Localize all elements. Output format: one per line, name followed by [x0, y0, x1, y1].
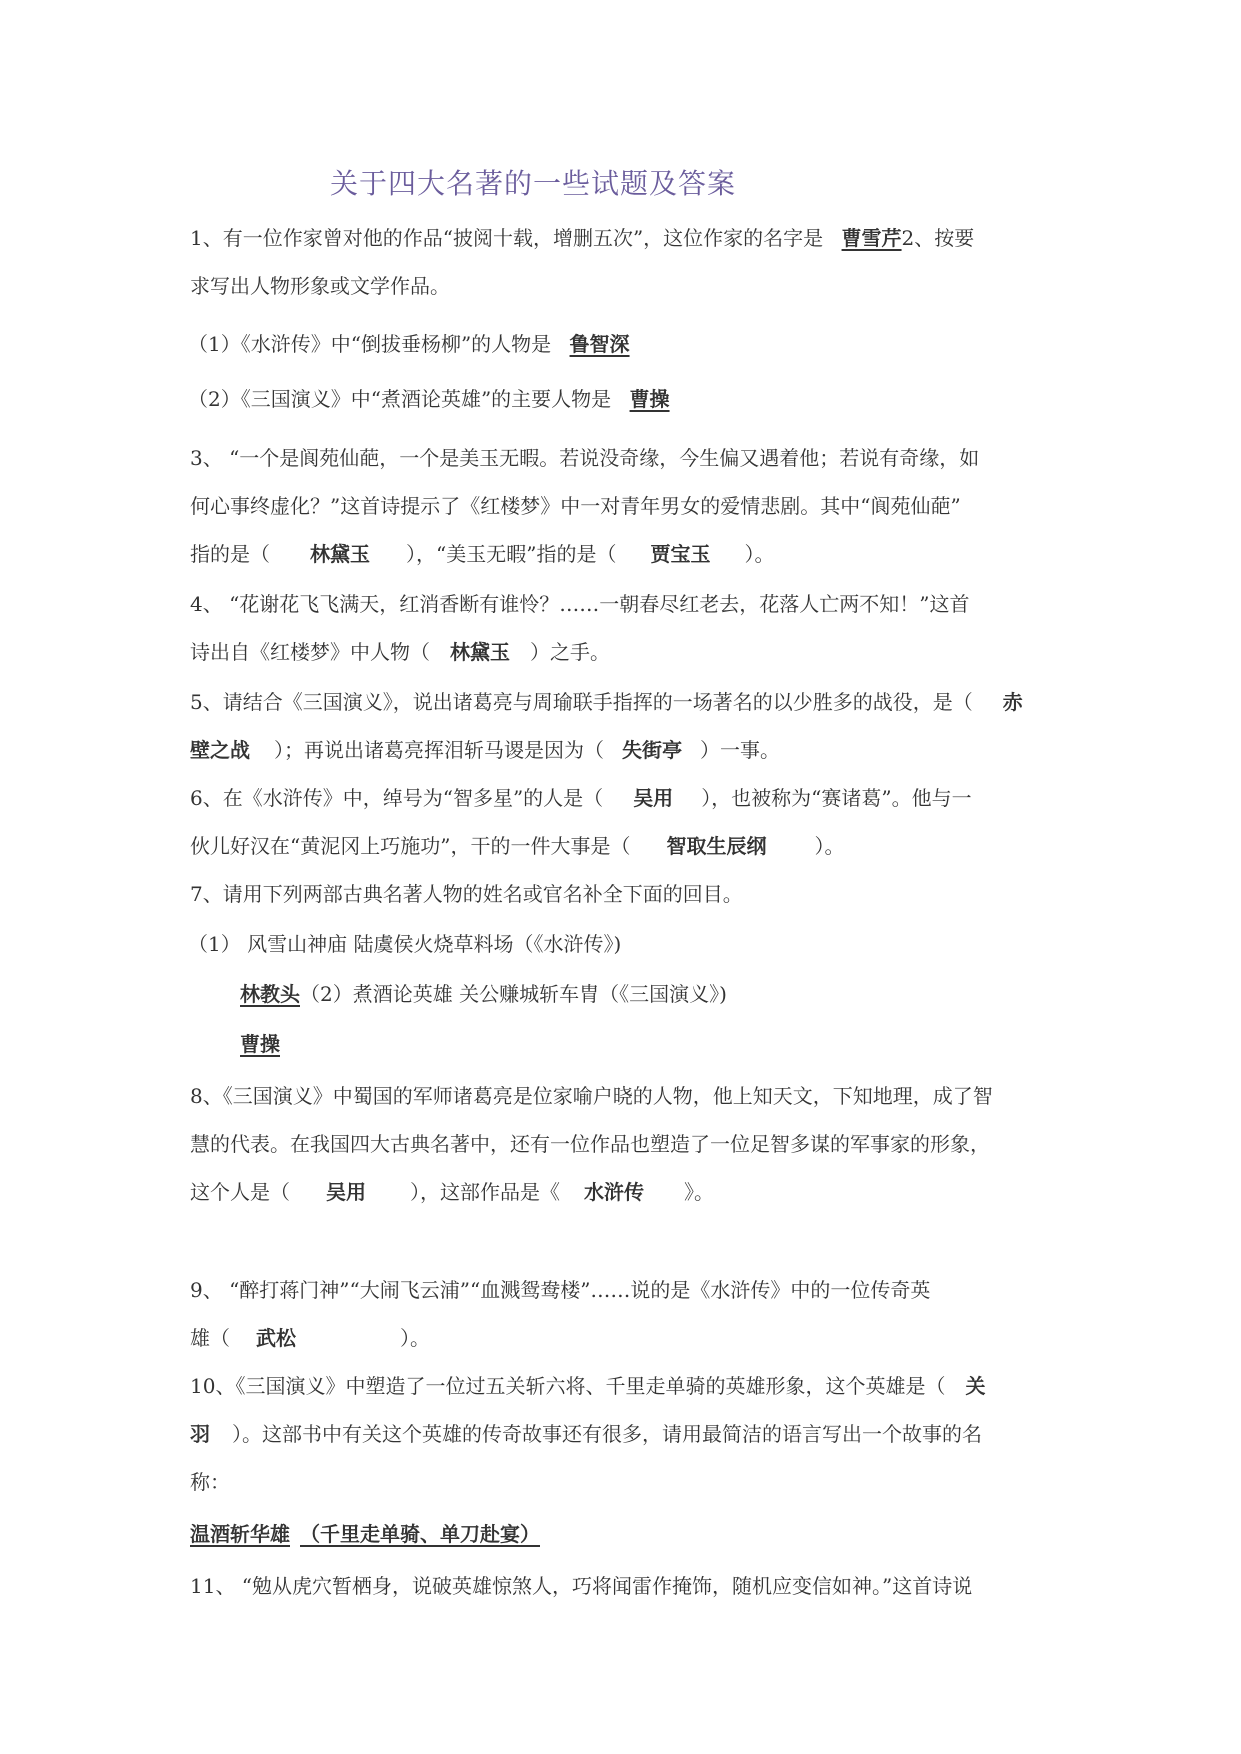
question-2-1 — [188, 330, 630, 358]
question-8-line-3 — [190, 1178, 714, 1206]
question-3-line-3 — [190, 540, 774, 568]
question-text: 》。 — [684, 1180, 714, 1204]
question-5-line-2 — [190, 736, 780, 764]
question-text: ）。 — [400, 1326, 430, 1350]
question-6-line-2 — [190, 832, 844, 860]
question-text: 雄（ — [190, 1326, 230, 1350]
answer-q5-1-part1: 赤 — [1002, 690, 1023, 714]
question-text: ）。 — [814, 834, 845, 858]
question-10-line-3 — [190, 1468, 230, 1496]
question-text: 伙儿好汉在“黄泥冈上巧施功”，干的一件大事是（ — [190, 834, 631, 858]
answer-q3-2: 贾宝玉 — [650, 542, 711, 566]
question-text: 何心事终虚化？”这首诗提示了《红楼梦》中一对青年男女的爱情悲剧。其中“阆苑仙葩” — [190, 494, 961, 518]
answer-q2-1: 鲁智深 — [569, 332, 630, 356]
question-text: 9、 “醉打蒋门神”“大闹飞云浦”“血溅鸳鸯楼”……说的是《水浒传》中的一位传奇英 — [190, 1278, 931, 1302]
question-10-line-2 — [190, 1420, 982, 1448]
answer-q5-1-part2: 壁之战 — [190, 738, 250, 762]
question-text: 6、在《水浒传》中，绰号为“智多星”的人是（ — [190, 786, 604, 810]
question-text: （2）《三国演义》中“煮酒论英雄”的主要人物是 — [188, 387, 612, 411]
answer-q8-2: 水浒传 — [584, 1180, 644, 1204]
question-5-line-1 — [190, 688, 1023, 716]
answer-q7-1: 林教头 — [240, 982, 300, 1006]
answer-q9: 武松 — [256, 1326, 296, 1350]
question-text: ）。 — [744, 542, 775, 566]
answer-q5-2: 失街亭 — [622, 738, 682, 762]
answer-q7-2: 曹操 — [240, 1032, 280, 1056]
question-text: ）一事。 — [700, 738, 780, 762]
question-text: 求写出人物形象或文学作品。 — [190, 274, 450, 298]
question-text: ）之手。 — [530, 640, 610, 664]
question-text: 称： — [190, 1470, 230, 1494]
question-9-line-2 — [190, 1324, 430, 1352]
question-1-line-1 — [190, 224, 974, 252]
question-text: 11、 “勉从虎穴暂栖身，说破英雄惊煞人，巧将闻雷作掩饰，随机应变信如神。”这首诗说 — [190, 1574, 973, 1598]
question-7-line-4 — [240, 1030, 280, 1058]
answer-q6-2: 智取生辰纲 — [666, 834, 767, 858]
question-text: （1）《水浒传》中“倒拔垂杨柳”的人物是 — [188, 332, 552, 356]
answer-q10-3: （千里走单骑、单刀赴宴） — [300, 1522, 540, 1546]
question-10-line-1 — [190, 1372, 985, 1400]
question-text: 这个人是（ — [190, 1180, 290, 1204]
question-text: 5、请结合《三国演义》，说出诸葛亮与周瑜联手指挥的一场著名的以少胜多的战役，是（ — [190, 690, 973, 714]
question-text: 慧的代表。在我国四大古典名著中，还有一位作品也塑造了一位足智多谋的军事家的形象， — [190, 1132, 990, 1156]
answer-q10-1-part2: 羽 — [190, 1422, 210, 1446]
question-7-line-2 — [188, 930, 621, 958]
question-3-line-1 — [190, 444, 979, 472]
question-text: 指的是（ — [190, 542, 270, 566]
answer-q1: 曹雪芹 — [841, 226, 902, 250]
question-text: （2）煮酒论英雄 关公赚城斩车胄（《三国演义》) — [300, 982, 727, 1006]
question-11-line-1 — [190, 1572, 972, 1600]
question-text: 1、有一位作家曾对他的作品“披阅十载，增删五次”，这位作家的名字是 — [190, 226, 824, 250]
answer-q4: 林黛玉 — [450, 640, 510, 664]
answer-q10-1-part1: 关 — [965, 1374, 986, 1398]
question-7-line-1 — [190, 880, 743, 908]
question-2-2 — [188, 385, 670, 413]
question-text: 3、 “一个是阆苑仙葩，一个是美玉无暇。若说没奇缘，今生偏又遇着他；若说有奇缘，如 — [190, 446, 980, 470]
answer-q3-1: 林黛玉 — [310, 542, 370, 566]
question-1-line-2 — [190, 272, 450, 300]
question-4-line-2 — [190, 638, 610, 666]
question-text: ），这部作品是《 — [410, 1180, 560, 1204]
question-text: 2、按要 — [901, 226, 975, 250]
question-8-line-2 — [190, 1130, 990, 1158]
question-text: ），“美玉无暇”指的是（ — [406, 542, 617, 566]
question-text: 8、《三国演义》中蜀国的军师诸葛亮是位家喻户晓的人物，他上知天文，下知地理，成了智 — [190, 1084, 993, 1108]
question-10-line-4 — [190, 1520, 540, 1548]
answer-q8-1: 吴用 — [326, 1180, 366, 1204]
answer-q6-1: 吴用 — [633, 786, 674, 810]
question-9-line-1 — [190, 1276, 930, 1304]
question-text: 诗出自《红楼梦》中人物（ — [190, 640, 430, 664]
question-text: ），也被称为“赛诸葛”。他与一 — [701, 786, 972, 810]
question-4-line-1 — [190, 590, 970, 618]
answer-q10-2: 温酒斩华雄 — [190, 1522, 290, 1546]
answer-q2-2: 曹操 — [629, 387, 670, 411]
question-text: 4、 “花谢花飞飞满天，红消香断有谁怜？……一朝春尽红老去，花落人亡两不知！”这首 — [190, 592, 970, 616]
question-6-line-1 — [190, 784, 972, 812]
page-title: 关于四大名著的一些试题及答案 — [330, 167, 737, 200]
question-text: 10、《三国演义》中塑造了一位过五关斩六将、千里走单骑的英雄形象，这个英雄是（ — [190, 1374, 946, 1398]
question-7-line-3 — [240, 980, 727, 1008]
question-text: ）。这部书中有关这个英雄的传奇故事还有很多，请用最简洁的语言写出一个故事的名 — [232, 1422, 982, 1446]
question-text: ）；再说出诸葛亮挥泪斩马谡是因为（ — [274, 738, 604, 762]
question-text: 7、请用下列两部古典名著人物的姓名或官名补全下面的回目。 — [190, 882, 743, 906]
question-text: （1） 风雪山神庙 陆虞侯火烧草料场（《水浒传》) — [188, 932, 622, 956]
question-8-line-1 — [190, 1082, 993, 1110]
question-3-line-2 — [190, 492, 961, 520]
